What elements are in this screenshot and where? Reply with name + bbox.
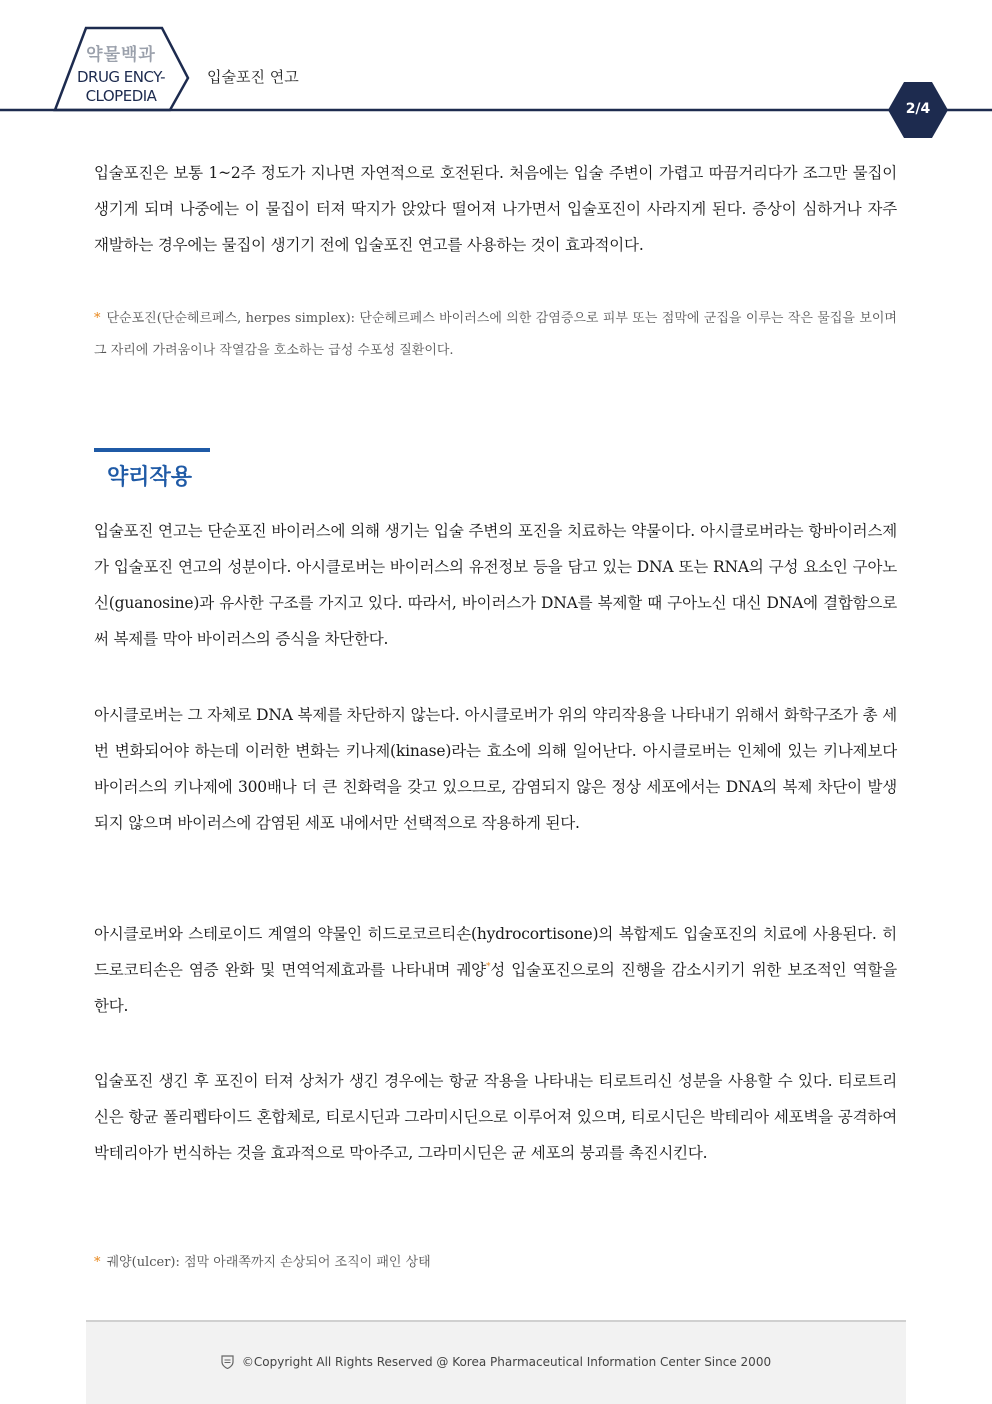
copyright-text: ©Copyright All Rights Reserved @ Korea Pharmaceutical Information Center Since 2000 bbox=[241, 1355, 772, 1369]
logo-english-line1: DRUG ENCY- bbox=[76, 68, 166, 86]
paragraph-3-text-b: 성 입술포진으로의 진행을 감소시키기 위한 보조적인 역할을 한다. bbox=[94, 961, 897, 1015]
intro-footnote bbox=[94, 303, 897, 367]
pharmacology-paragraph-2: 아시클로버는 그 자체로 DNA 복제를 차단하지 않는다. 아시클로버가 위의 약리작용을 나타내기 위해서 화학구조가 총 세 번 변화되어야 하는데 이러한 변화는 키나제(kinase)라는 효소에 의해 일어난다. 아시클로버는 인체에 있는 키나제보다 바이러스의 키나제에 300배나 더 큰 친화력을 갖고 있으므로, 감염되지 않은 정상 세포에서는 DNA의 복제 차단이 발생되지 않으며 바이러스에 감염된 세포 내에서만 선택적으로 작용하게 된다. bbox=[94, 706, 897, 832]
pharmacology-paragraph-1: 입술포진 연고는 단순포진 바이러스에 의해 생기는 입술 주변의 포진을 치료하는 약물이다. 아시클로버라는 항바이러스제가 입술포진 연고의 성분이다. 아시클로버는 바이러스의 유전정보 등을 담고 있는 DNA 또는 RNA의 구성 요소인 구아노신(guanosine)과 유사한 구조를 가지고 있다. 따라서, 바이러스가 DNA를 복제할 때 구아노신 대신 DNA에 결합함으로써 복제를 막아 바이러스의 증식을 차단한다. bbox=[94, 522, 897, 648]
page-footer bbox=[86, 1320, 906, 1404]
footnote-text: 궤양(ulcer): 점막 아래쪽까지 손상되어 조직이 패인 상태 bbox=[106, 1255, 431, 1270]
footnote-star: * bbox=[94, 1255, 101, 1270]
intro-paragraph: 입술포진은 보통 1~2주 정도가 지나면 자연적으로 호전된다. 처음에는 입술 주변이 가렵고 따끔거리다가 조그만 물집이 생기게 되며 나중에는 이 물집이 터져 딱지가 앉았다 떨어져 나가면서 입술포진이 사라지게 된다. 증상이 심하거나 자주 재발하는 경우에는 물집이 생기기 전에 입술포진 연고를 사용하는 것이 효과적이다. bbox=[94, 164, 897, 254]
footnote-marker: * bbox=[485, 961, 491, 972]
page-header bbox=[0, 0, 992, 140]
pharmacology-paragraph-3 bbox=[94, 916, 897, 1024]
document-title: 입술포진 연고 bbox=[207, 68, 299, 86]
footer-copyright bbox=[86, 1355, 906, 1369]
logo-english-line2: CLOPEDIA bbox=[85, 87, 157, 105]
section-accent-bar bbox=[94, 448, 210, 452]
footnote-star: * bbox=[94, 311, 101, 326]
page-number: 2/4 bbox=[905, 101, 931, 117]
footnote-text: 단순포진(단순헤르페스, herpes simplex): 단순헤르페스 바이러스에 의한 감염증으로 피부 또는 점막에 군집을 이루는 작은 물집을 보이며 그 자리에 가려움이나 작열감을 호소하는 급성 수포성 질환이다. bbox=[94, 311, 897, 358]
logo-korean: 약물백과 bbox=[86, 45, 156, 65]
shield-emblem-icon bbox=[221, 1355, 234, 1369]
section-title: 약리작용 bbox=[107, 465, 193, 490]
section-footnote bbox=[94, 1247, 897, 1279]
pharmacology-paragraph-4: 입술포진 생긴 후 포진이 터져 상처가 생긴 경우에는 항균 작용을 나타내는 티로트리신 성분을 사용할 수 있다. 티로트리신은 항균 폴리펩타이드 혼합체로, 티로시딘과 그라미시딘으로 이루어져 있으며, 티로시딘은 박테리아 세포벽을 공격하여 박테리아가 번식하는 것을 효과적으로 막아주고, 그라미시딘은 균 세포의 붕괴를 촉진시킨다. bbox=[94, 1072, 897, 1162]
paragraph-3-text-a: 아시클로버와 스테로이드 계열의 약물인 히드로코르티손(hydrocortisone)의 복합제도 입술포진의 치료에 사용된다. 히드로코티손은 염증 완화 및 면역억제효과를 나타내며 궤양 bbox=[94, 925, 897, 979]
